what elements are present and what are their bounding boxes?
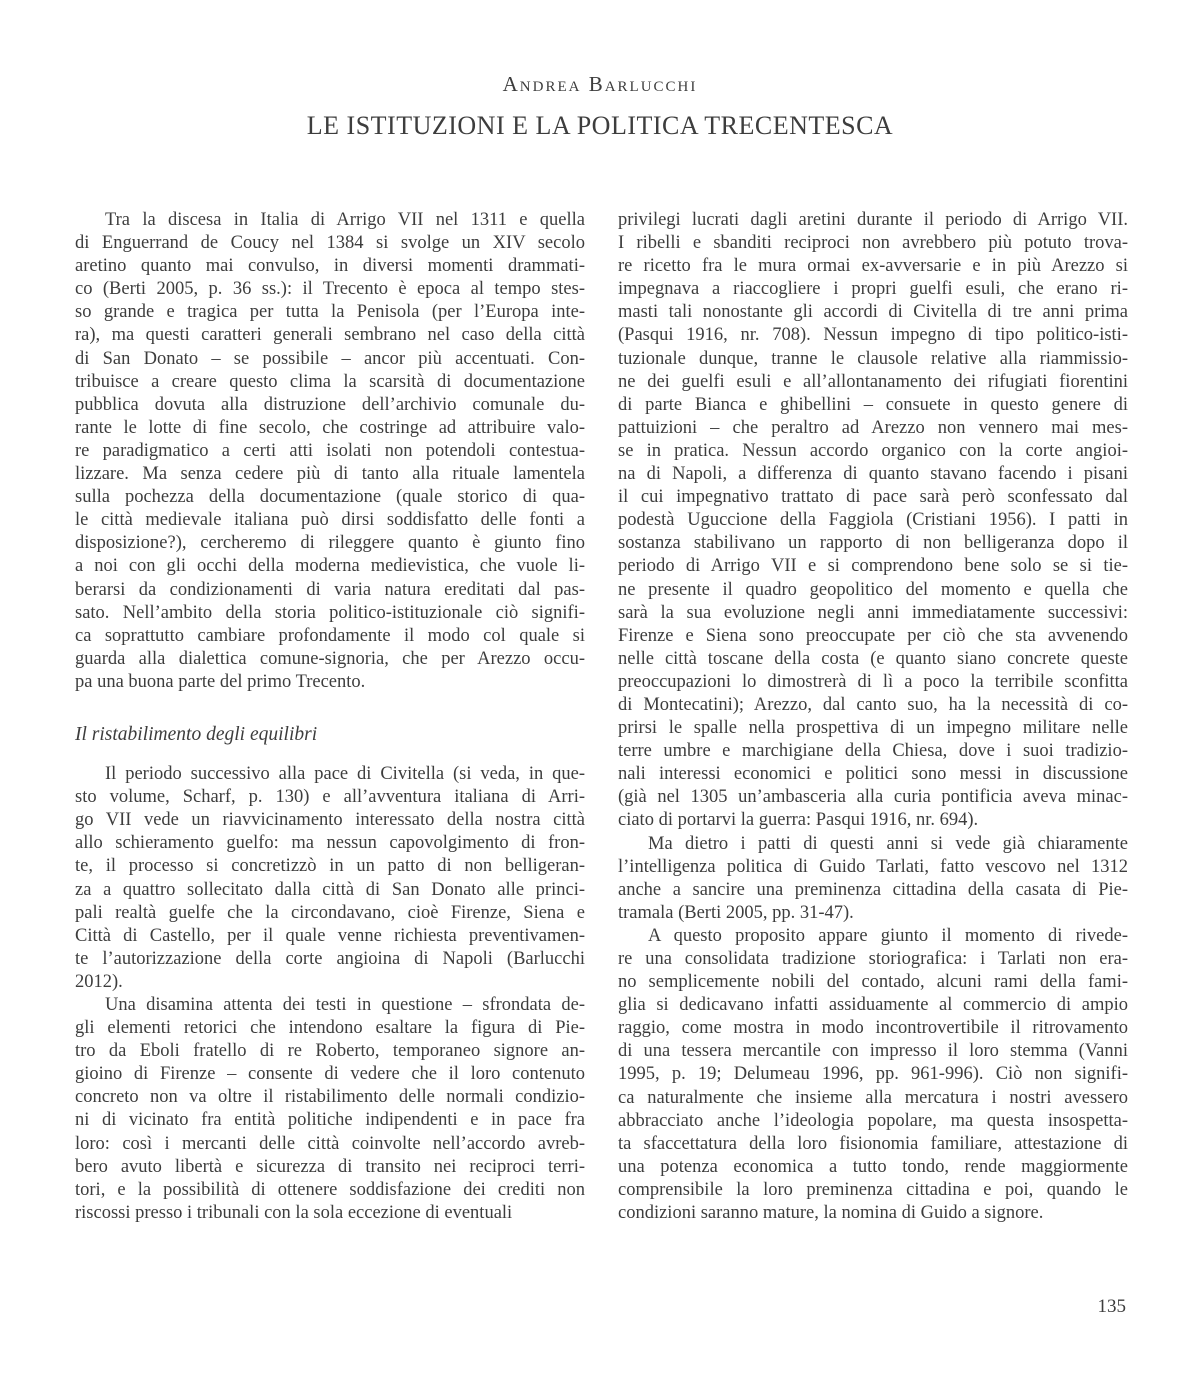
text-line: (già nel 1305 un’ambasceria alla curia pontificia aveva minac- <box>618 787 1128 808</box>
text-columns <box>75 209 1128 1225</box>
paragraph <box>75 763 585 994</box>
text-line: so grande e tragica per tutta la Penisola (per l’Europa inte- <box>75 302 585 323</box>
paragraph <box>75 994 585 1225</box>
text-line: il cui impegnativo trattato di pace sarà però sconfessato dal <box>618 487 1128 508</box>
text-line: podestà Uguccione della Faggiola (Cristiani 1956). I patti in <box>618 510 1128 531</box>
page-title: LE ISTITUZIONI E LA POLITICA TRECENTESCA <box>306 111 894 140</box>
text-line: comprensibile la loro preminenza cittadina e poi, quando le <box>618 1179 1128 1200</box>
text-line: allo schieramento guelfo: ma nessun capovolgimento di fron- <box>75 833 585 854</box>
text-line: Città di Castello, per il quale venne richiesta preventivamen- <box>75 925 585 946</box>
text-line: 2012). <box>75 971 123 992</box>
text-line: pa una buona parte del primo Trecento. <box>75 671 366 692</box>
right-column <box>618 209 1128 1225</box>
text-line: za a quattro sollecitato dalla città di San Donato alle princi- <box>75 879 585 900</box>
paragraph <box>618 209 1128 833</box>
text-line: bero avuto libertà e sicurezza di transito nei reciproci terri- <box>75 1156 585 1177</box>
text-line: di Enguerrand de Coucy nel 1384 si svolge un XIV secolo <box>75 233 585 254</box>
text-line: di Montecatini); Arezzo, dal canto suo, ha la necessità di co- <box>618 694 1128 715</box>
text-line: ca naturalmente che insieme alla mercatura i nostri avessero <box>618 1087 1128 1108</box>
text-line: rante le lotte di fine secolo, che costringe ad attribuire valo- <box>75 417 585 438</box>
text-line: tori, e la possibilità di ottenere soddisfazione dei crediti non <box>75 1179 585 1200</box>
text-line: te l’autorizzazione della corte angioina di Napoli (Barlucchi <box>75 948 585 969</box>
text-line: sostanza stabilivano un rapporto di non belligeranza dopo il <box>618 533 1128 554</box>
page-number: 135 <box>1097 1296 1126 1317</box>
text-line: Il periodo successivo alla pace di Civitella (si veda, in que- <box>105 764 585 785</box>
text-line: tuzionale dunque, tranne le clausole relative alla riammissio- <box>618 348 1128 369</box>
text-line: berarsi da condizionamenti di varia natura ereditati dal pas- <box>75 579 585 600</box>
text-line: glia si dedicavano infatti assiduamente al commercio di ampio <box>618 995 1128 1016</box>
text-line: loro: così i mercanti delle città coinvolte nell’accordo avreb- <box>75 1133 585 1154</box>
text-line: sato. Nell’ambito della storia politico-istituzionale ciò signifi- <box>75 602 585 623</box>
text-line: sulla pochezza della documentazione (quale storico di qua- <box>75 487 585 508</box>
text-line: pattuizioni – che peraltro ad Arezzo non vennero mai mes- <box>618 417 1128 438</box>
text-line: ciato di portarvi la guerra: Pasqui 1916, nr. 694). <box>618 810 979 831</box>
text-line: anche a sancire una preminenza cittadina della casata di Pie- <box>618 879 1128 900</box>
section-heading: Il ristabilimento degli equilibri <box>75 723 318 745</box>
text-line: di una tessera mercantile con impresso il loro stemma (Vanni <box>618 1041 1128 1062</box>
left-column <box>75 209 585 1225</box>
text-line: na di Napoli, a differenza di quanto stavano facendo i pisani <box>618 464 1128 485</box>
text-line: re paradigmatico a certi atti isolati non potendoli contestua- <box>75 440 585 461</box>
text-line: tro da Eboli fratello di re Roberto, temporaneo signore an- <box>75 1041 585 1062</box>
text-line: co (Berti 2005, p. 36 ss.): il Trecento è epoca al tempo stes- <box>75 279 585 300</box>
text-line: aretino quanto mai convulso, in diversi momenti drammati- <box>75 256 585 277</box>
text-line: prirsi le spalle nella prospettiva di un impegno militare nelle <box>618 718 1128 739</box>
text-line: sto volume, Scharf, p. 130) e all’avventura italiana di Arri- <box>75 787 585 808</box>
text-line: condizioni saranno mature, la nomina di Guido a signore. <box>618 1203 1044 1224</box>
text-line: Una disamina attenta dei testi in questione – sfrondata de- <box>105 995 585 1015</box>
text-line: terre umbre e marchigiane della Chiesa, dove i suoi tradizio- <box>618 741 1128 762</box>
text-line: tramala (Berti 2005, pp. 31-47). <box>618 902 854 923</box>
text-line: I ribelli e sbanditi reciproci non avrebbero più potuto trova- <box>618 233 1128 254</box>
text-line: nelle città toscane della costa (e quanto siano concrete queste <box>618 648 1128 669</box>
text-line: privilegi lucrati dagli aretini durante il periodo di Arrigo VII. <box>618 210 1128 230</box>
text-line: concreto non va oltre il ristabilimento delle normali condizio- <box>75 1087 585 1108</box>
text-line: l’intelligenza politica di Guido Tarlati, fatto vescovo nel 1312 <box>618 856 1128 877</box>
text-line: le città medievale italiana può dirsi soddisfatto delle fonti a <box>75 510 585 531</box>
text-line: pali realtà guelfe che la circondavano, cioè Firenze, Siena e <box>75 902 585 923</box>
text-line: ne dei guelfi esuli e all’allontanamento dei rifugiati fiorentini <box>618 371 1128 392</box>
text-line: raggio, come mostra in modo incontrovertibile il ritrovamento <box>618 1018 1128 1039</box>
text-line: ta sfaccettatura della loro fisionomia familiare, attestazione di <box>618 1133 1128 1154</box>
text-line: 1995, p. 19; Delumeau 1996, pp. 961-996). Ciò non signifi- <box>618 1064 1128 1085</box>
text-line: di San Donato – se possibile – ancor più accentuati. Con- <box>75 348 585 369</box>
text-line: se in pratica. Nessun accordo organico con la corte angioi- <box>618 440 1128 461</box>
text-line: Firenze e Siena sono preoccupate per ciò che sta avvenendo <box>618 625 1128 646</box>
text-line: gli elementi retorici che intendono esaltare la figura di Pie- <box>75 1018 585 1039</box>
text-line: ca soprattutto cambiare profondamente il modo col quale si <box>75 625 585 646</box>
text-line: masti tali nonostante gli accordi di Civitella di tre anni prima <box>618 302 1128 323</box>
text-line: nali interessi economici e politici sono messi in discussione <box>618 764 1128 785</box>
author-name: Andrea Barlucchi <box>502 72 698 96</box>
text-line: ne presente il quadro geopolitico del momento e quella che <box>618 579 1128 600</box>
text-line: abbracciato anche l’ideologia popolare, ma questa insospetta- <box>618 1110 1128 1131</box>
text-line: sarà la sua evoluzione negli anni immediatamente successivi: <box>618 602 1128 623</box>
text-line: pubblica dovuta alla distruzione dell’archivio comunale du- <box>75 394 585 415</box>
text-line: periodo di Arrigo VII e si comprendono bene solo se si tie- <box>618 556 1128 577</box>
text-line: re ricetto fra le mura ormai ex-avversarie e in più Arezzo si <box>618 256 1128 277</box>
text-line: no semplicemente nobili del contado, alcuni rami della fami- <box>618 972 1128 993</box>
text-line: impegnava a riaccogliere i propri guelfi esuli, che erano ri- <box>618 279 1128 300</box>
text-line: di parte Bianca e ghibellini – consuete in questo genere di <box>618 394 1128 415</box>
text-line: A questo proposito appare giunto il momento di rivede- <box>648 925 1128 946</box>
text-line: preoccupazioni lo dimostrerà di lì a poco la terribile sconfitta <box>618 671 1128 692</box>
text-line: ni di vicinato fra entità politiche indipendenti e in pace fra <box>75 1110 585 1131</box>
text-line: te, il processo si concretizzò in un patto di non belligeran- <box>75 856 585 877</box>
text-line: go VII vede un riavvicinamento interessato della nostra città <box>75 810 585 831</box>
text-line: una potenza economica a tutto tondo, rende maggiormente <box>618 1156 1128 1177</box>
text-line: Ma dietro i patti di questi anni si vede già chiaramente <box>648 833 1128 854</box>
text-line: ra), ma questi caratteri generali sembrano nel caso della città <box>75 325 585 346</box>
text-line: gioino di Firenze – consente di vedere che il loro contenuto <box>75 1064 585 1085</box>
text-line: lizzare. Ma senza cedere più di tanto alla rituale lamentela <box>75 464 585 485</box>
paragraph <box>618 833 1128 925</box>
text-line: disposizione?), cercheremo di rileggere quanto è giunto fino <box>75 533 585 554</box>
text-line: Tra la discesa in Italia di Arrigo VII nel 1311 e quella <box>105 210 585 230</box>
text-line: a noi con gli occhi della moderna medievistica, che vuole li- <box>75 556 585 577</box>
text-line: guarda alla dialettica comune-signoria, che per Arezzo occu- <box>75 648 585 669</box>
text-line: riscossi presso i tribunali con la sola eccezione di eventuali <box>75 1202 513 1223</box>
text-line: tribuisce a creare questo clima la scarsità di documentazione <box>75 371 585 392</box>
paragraph <box>75 209 585 694</box>
text-line: (Pasqui 1916, nr. 708). Nessun impegno di tipo politico-isti- <box>618 325 1128 346</box>
paragraph <box>618 925 1128 1225</box>
text-line: re una consolidata tradizione storiografica: i Tarlati non era- <box>618 949 1128 969</box>
